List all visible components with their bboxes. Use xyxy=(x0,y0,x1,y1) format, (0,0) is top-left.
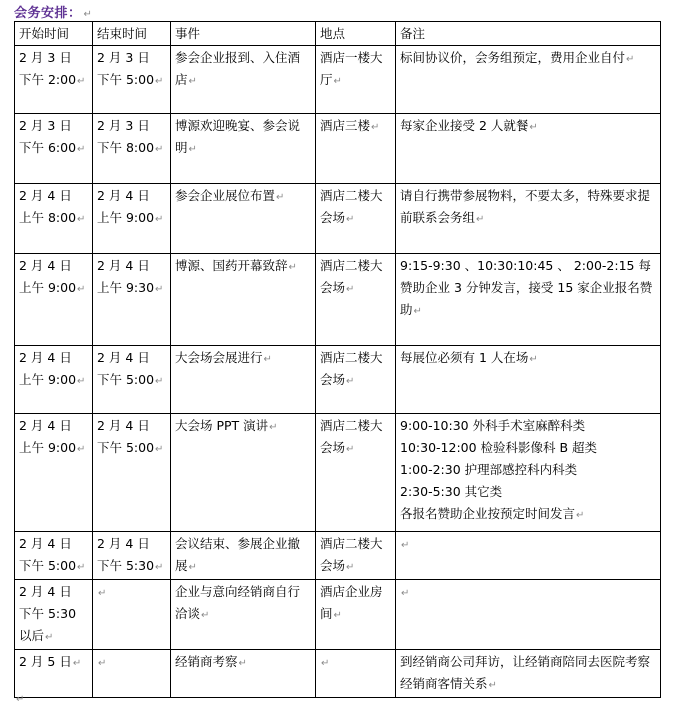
cell-note xyxy=(396,114,661,184)
paragraph-mark-icon: ↵ xyxy=(155,144,164,155)
paragraph-mark-icon: ↵ xyxy=(188,144,197,155)
paragraph-mark-icon: ↵ xyxy=(83,9,93,20)
cell-place xyxy=(316,254,396,346)
table-row xyxy=(15,184,661,254)
note-text: 每家企业接受 2 人就餐 xyxy=(400,118,529,133)
paragraph-mark-icon: ↵ xyxy=(155,562,164,573)
cell-event xyxy=(171,114,316,184)
paragraph-mark-icon: ↵ xyxy=(276,192,285,203)
cell-note xyxy=(396,184,661,254)
cell-place xyxy=(316,184,396,254)
note-text: 9:15-9:30 、10:30:10:45 、 2:00-2:15 每赞助企业 3 分钟发言，接受 15 家企业报名赞助 xyxy=(400,258,653,317)
table-row xyxy=(15,580,661,650)
event-text: 会议结束、参展企业撤展 xyxy=(175,536,301,573)
cell-place xyxy=(316,414,396,532)
paragraph-mark-icon: ↵ xyxy=(321,658,330,669)
cell-note xyxy=(396,414,661,532)
paragraph-mark-icon: ↵ xyxy=(45,632,54,643)
paragraph-mark-icon: ↵ xyxy=(371,122,380,133)
cell-end xyxy=(93,414,171,532)
start-text: 2 月 4 日 下午 5:30 以后 xyxy=(19,584,77,643)
cell-start xyxy=(15,254,93,346)
cell-start xyxy=(15,46,93,114)
cell-end xyxy=(93,184,171,254)
note-text: 到经销商公司拜访，让经销商陪同去医院考察经销商客情关系 xyxy=(400,654,651,691)
event-text: 博源、国药开幕致辞 xyxy=(175,258,288,273)
header-end: 结束时间 xyxy=(93,22,171,46)
cell-event xyxy=(171,46,316,114)
paragraph-mark-icon: ↵ xyxy=(77,376,86,387)
paragraph-mark-icon: ↵ xyxy=(77,284,86,295)
paragraph-mark-icon: ↵ xyxy=(77,444,86,455)
paragraph-mark-icon: ↵ xyxy=(98,588,107,599)
paragraph-mark-icon: ↵ xyxy=(488,680,497,691)
cell-event xyxy=(171,346,316,414)
start-text: 2 月 4 日 上午 9:00 xyxy=(19,350,77,387)
cell-note xyxy=(396,254,661,346)
paragraph-mark-icon: ↵ xyxy=(476,214,485,225)
header-event: 事件 xyxy=(171,22,316,46)
cell-event xyxy=(171,184,316,254)
cell-end xyxy=(93,114,171,184)
note-text: 9:00-10:30 外科手术室麻醉科类 10:30-12:00 检验科影像科 B 超类 1:00-2:30 护理部感控科内科类 2:30-5:30 其它类 各报名赞助企业按预定时间发言 xyxy=(400,418,598,521)
header-place: 地点 xyxy=(316,22,396,46)
table-row xyxy=(15,346,661,414)
place-text: 酒店企业房间 xyxy=(320,584,383,621)
cell-end xyxy=(93,346,171,414)
cell-event xyxy=(171,414,316,532)
paragraph-mark-icon: ↵ xyxy=(238,658,247,669)
note-text: 标间协议价，会务组预定，费用企业自付 xyxy=(400,50,626,65)
paragraph-mark-icon: ↵ xyxy=(576,510,585,521)
event-text: 大会场 PPT 演讲 xyxy=(175,418,269,433)
start-text: 2 月 4 日 上午 8:00 xyxy=(19,188,77,225)
paragraph-mark-icon: ↵ xyxy=(263,354,272,365)
cell-event xyxy=(171,650,316,698)
cell-place xyxy=(316,532,396,580)
start-text: 2 月 3 日 下午 2:00 xyxy=(19,50,77,87)
start-text: 2 月 4 日 上午 9:00 xyxy=(19,258,77,295)
cell-event xyxy=(171,254,316,346)
paragraph-mark-icon: ↵ xyxy=(346,214,355,225)
start-text: 2 月 4 日 下午 5:00 xyxy=(19,536,77,573)
cell-place xyxy=(316,650,396,698)
paragraph-mark-icon: ↵ xyxy=(77,76,86,87)
end-text: 2 月 4 日 下午 5:00 xyxy=(97,350,155,387)
header-note: 备注 xyxy=(396,22,661,46)
place-text: 酒店二楼大会场 xyxy=(320,350,383,387)
end-text: 2 月 4 日 下午 5:30 xyxy=(97,536,155,573)
paragraph-mark-icon: ↵ xyxy=(77,214,86,225)
note-text: 请自行携带参展物料，不要太多，特殊要求提前联系会务组 xyxy=(400,188,651,225)
paragraph-mark-icon: ↵ xyxy=(72,658,82,669)
table-row xyxy=(15,414,661,532)
event-text: 博源欢迎晚宴、参会说明 xyxy=(175,118,301,155)
place-text: 酒店二楼大会场 xyxy=(320,418,383,455)
cell-start xyxy=(15,580,93,650)
paragraph-mark-icon: ↵ xyxy=(529,354,538,365)
cell-start xyxy=(15,414,93,532)
schedule-table xyxy=(14,21,661,698)
cell-start xyxy=(15,184,93,254)
table-row xyxy=(15,114,661,184)
paragraph-mark-icon: ↵ xyxy=(98,658,107,669)
place-text: 酒店二楼大会场 xyxy=(320,258,383,295)
cell-place xyxy=(316,46,396,114)
end-text: 2 月 3 日 下午 8:00 xyxy=(97,118,155,155)
paragraph-mark-icon: ↵ xyxy=(333,76,342,87)
cell-event xyxy=(171,580,316,650)
paragraph-mark-icon: ↵ xyxy=(155,444,164,455)
paragraph-mark-icon: ↵ xyxy=(529,122,538,133)
cell-place xyxy=(316,114,396,184)
end-text: 2 月 3 日 下午 5:00 xyxy=(97,50,155,87)
paragraph-mark-icon: ↵ xyxy=(333,610,342,621)
place-text: 酒店一楼大厅 xyxy=(320,50,383,87)
paragraph-mark-icon: ↵ xyxy=(346,562,355,573)
cell-end xyxy=(93,46,171,114)
paragraph-mark-icon: ↵ xyxy=(346,444,355,455)
paragraph-mark-icon: ↵ xyxy=(626,54,635,65)
table-row xyxy=(15,650,661,698)
paragraph-mark-icon: ↵ xyxy=(155,214,164,225)
event-text: 企业与意向经销商自行洽谈 xyxy=(175,584,301,621)
cell-start xyxy=(15,346,93,414)
cell-note xyxy=(396,346,661,414)
paragraph-mark-icon: ↵ xyxy=(346,284,355,295)
paragraph-mark-icon: ↵ xyxy=(188,562,197,573)
header-row xyxy=(15,22,661,46)
cell-end xyxy=(93,650,171,698)
paragraph-mark-icon: ↵ xyxy=(346,376,355,387)
place-text: 酒店二楼大会场 xyxy=(320,188,383,225)
paragraph-mark-icon: ↵ xyxy=(155,284,164,295)
event-text: 经销商考察 xyxy=(175,654,238,669)
event-text: 大会场会展进行 xyxy=(175,350,263,365)
paragraph-mark-icon: ↵ xyxy=(401,540,410,551)
section-heading: 会务安排： ↵ xyxy=(14,6,93,21)
paragraph-mark-icon: ↵ xyxy=(413,306,422,317)
table-row xyxy=(15,254,661,346)
cell-note xyxy=(396,46,661,114)
header-start: 开始时间 xyxy=(15,22,93,46)
note-text: 每展位必须有 1 人在场 xyxy=(400,350,529,365)
cell-start xyxy=(15,650,93,698)
cell-end xyxy=(93,532,171,580)
cell-end xyxy=(93,254,171,346)
place-text: 酒店三楼 xyxy=(320,118,371,133)
end-paragraph-mark-icon: ↵ xyxy=(16,694,25,705)
paragraph-mark-icon: ↵ xyxy=(188,76,197,87)
paragraph-mark-icon: ↵ xyxy=(155,76,164,87)
paragraph-mark-icon: ↵ xyxy=(269,422,278,433)
start-text: 2 月 4 日 上午 9:00 xyxy=(19,418,77,455)
start-text: 2 月 3 日 下午 6:00 xyxy=(19,118,77,155)
cell-start xyxy=(15,532,93,580)
event-text: 参会企业展位布置 xyxy=(175,188,276,203)
table-row xyxy=(15,46,661,114)
end-text: 2 月 4 日 上午 9:00 xyxy=(97,188,155,225)
event-text: 参会企业报到、入住酒店 xyxy=(175,50,301,87)
start-text: 2 月 5 日 xyxy=(19,654,72,669)
table-row xyxy=(15,532,661,580)
paragraph-mark-icon: ↵ xyxy=(401,588,410,599)
cell-place xyxy=(316,580,396,650)
paragraph-mark-icon: ↵ xyxy=(155,376,164,387)
paragraph-mark-icon: ↵ xyxy=(77,144,86,155)
end-text: 2 月 4 日 上午 9:30 xyxy=(97,258,155,295)
paragraph-mark-icon: ↵ xyxy=(288,262,297,273)
cell-place xyxy=(316,346,396,414)
end-text: 2 月 4 日 下午 5:00 xyxy=(97,418,155,455)
cell-note xyxy=(396,650,661,698)
cell-start xyxy=(15,114,93,184)
cell-end xyxy=(93,580,171,650)
place-text: 酒店二楼大会场 xyxy=(320,536,383,573)
cell-note xyxy=(396,580,661,650)
cell-note xyxy=(396,532,661,580)
paragraph-mark-icon: ↵ xyxy=(77,562,86,573)
paragraph-mark-icon: ↵ xyxy=(201,610,210,621)
cell-event xyxy=(171,532,316,580)
